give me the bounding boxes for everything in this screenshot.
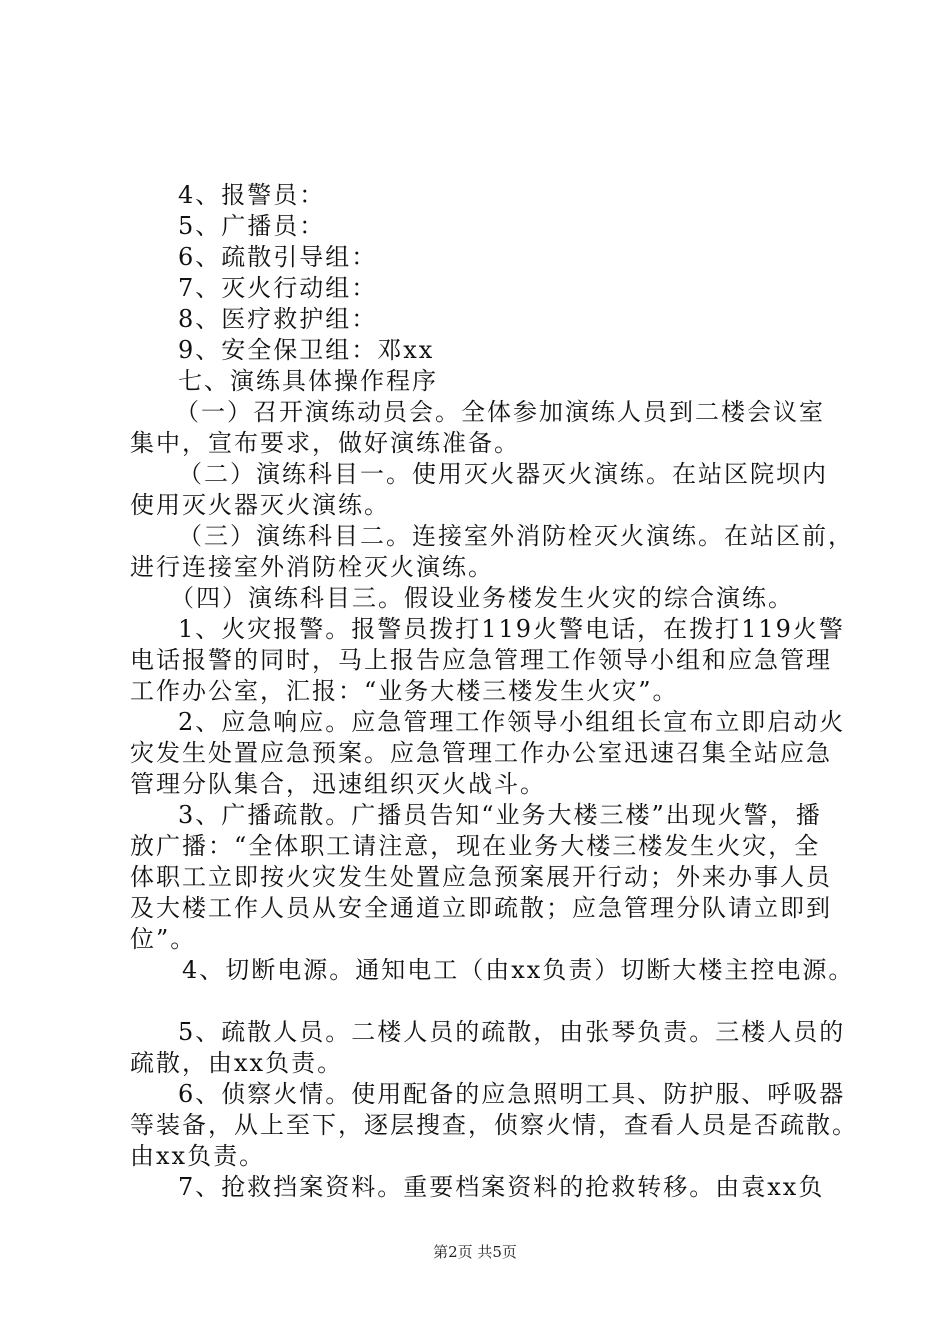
section-heading: 七、演练具体操作程序	[178, 367, 438, 395]
text-line: 5、疏散人员。二楼人员的疏散，由张琴负责。三楼人员的	[178, 1018, 846, 1046]
text-line: 7、抢救挡案资料。重要档案资料的抢救转移。由袁xx负	[178, 1173, 825, 1201]
text-line: （一）召开演练动员会。全体参加演练人员到二楼会议室	[175, 398, 825, 426]
text-line: （三）演练科目二。连接室外消防栓灭火演练。在站区前，	[178, 522, 854, 550]
text-line: 5、广播员：	[178, 212, 326, 240]
text-line: 2、应急响应。应急管理工作领导小组组长宣布立即启动火	[178, 708, 846, 736]
text-line: 6、侦察火情。使用配备的应急照明工具、防护服、呼吸器	[178, 1080, 846, 1108]
text-line: 等装备，从上至下，逐层搜查，侦察火情，查看人员是否疏散。	[130, 1111, 858, 1139]
text-line: 9、安全保卫组：邓xx	[178, 336, 435, 364]
text-line: 及大楼工作人员从安全通道立即疏散；应急管理分队请立即到	[130, 894, 832, 922]
text-line: 由xx负责。	[130, 1142, 266, 1170]
text-line: 体职工立即按火灾发生处置应急预案展开行动；外来办事人员	[130, 863, 832, 891]
text-line: 疏散，由xx负责。	[130, 1049, 344, 1077]
text-line: 灾发生处置应急预案。应急管理工作办公室迅速召集全站应急	[130, 739, 832, 767]
text-line: 4、报警员：	[178, 181, 326, 209]
text-line: 工作办公室，汇报：“业务大楼三楼发生火灾”。	[130, 677, 679, 705]
text-line: 使用灭火器灭火演练。	[130, 491, 390, 519]
text-line: 4、切断电源。通知电工（由xx负责）切断大楼主控电源。	[182, 956, 855, 984]
text-line: （四）演练科目三。假设业务楼发生火灾的综合演练。	[170, 584, 794, 612]
text-line: 集中，宣布要求，做好演练准备。	[130, 429, 520, 457]
page-number-footer: 第2页 共5页	[433, 1243, 517, 1261]
text-line: 进行连接室外消防栓灭火演练。	[130, 553, 494, 581]
text-line: 3、广播疏散。广播员告知“业务大楼三楼”出现火警，播	[178, 801, 822, 829]
text-line: 8、医疗救护组：	[178, 305, 378, 333]
text-line: 位”。	[130, 925, 197, 953]
text-line: （二）演练科目一。使用灭火器灭火演练。在站区院坝内	[178, 460, 828, 488]
text-line: 管理分队集合，迅速组织灭火战斗。	[130, 770, 546, 798]
text-line: 6、疏散引导组：	[178, 243, 378, 271]
text-line: 放广播：“全体职工请注意，现在业务大楼三楼发生火灾，全	[130, 832, 821, 860]
text-line: 1、火灾报警。报警员拨打119火警电话，在拨打119火警	[178, 615, 845, 643]
text-line: 电话报警的同时，马上报告应急管理工作领导小组和应急管理	[130, 646, 832, 674]
text-line: 7、灭火行动组：	[178, 274, 378, 302]
